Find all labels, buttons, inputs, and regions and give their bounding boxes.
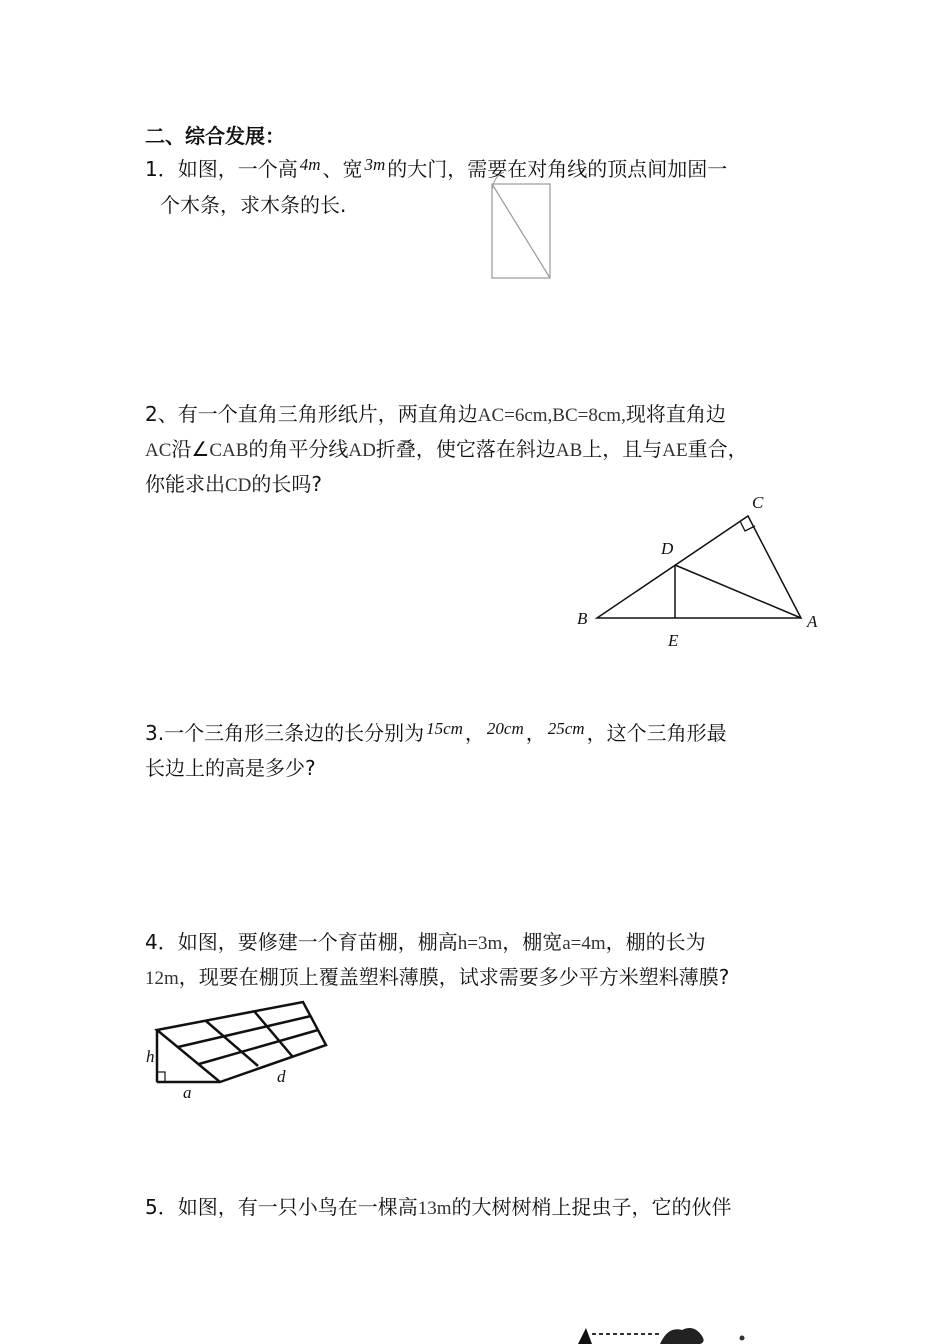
p4-h: h=3m <box>457 933 503 954</box>
p2-sides: AC=6cm,BC=8cm, <box>477 405 626 426</box>
p3-side-2: 20cm <box>486 719 524 738</box>
p5-height: 13m <box>417 1198 452 1219</box>
gate-figure <box>490 172 552 280</box>
roof-outline <box>157 1002 326 1082</box>
gate-diagonal <box>492 184 550 278</box>
label-a-fig: a <box>183 1083 192 1102</box>
p2-text-2: 现将直角边 <box>625 402 726 426</box>
p1-text-2: 、宽 <box>322 157 363 181</box>
problem-1-line-1 <box>145 154 727 186</box>
p2-text-9: 的长吗? <box>251 472 323 496</box>
problem-3-line-1 <box>145 718 727 750</box>
p4-text-1: 4．如图，要修建一个育苗棚，棚高 <box>145 930 458 954</box>
problem-1-line-2: 个木条，求木条的长. <box>160 193 347 217</box>
segment-da <box>675 565 801 618</box>
label-h: h <box>146 1047 155 1066</box>
p2-text-8: 你能求出 <box>145 472 225 496</box>
p2-text-5: 折叠，使它落在斜边 <box>375 437 556 461</box>
triangle-figure <box>570 488 830 658</box>
p2-cab: CAB <box>209 440 249 461</box>
p3-side-1: 15cm <box>426 719 463 738</box>
roof-line-2 <box>199 1030 318 1064</box>
bird-shape <box>578 1328 592 1344</box>
p4-a: a=4m <box>562 933 606 954</box>
tree-crown <box>660 1328 704 1344</box>
p1-text-3: 的大门，需要在对角线的顶点间加固一 <box>387 157 728 181</box>
label-d-fig: d <box>277 1067 286 1086</box>
greenhouse-figure <box>140 996 340 1102</box>
label-a: A <box>807 612 818 631</box>
p4-length: 12m <box>145 968 179 989</box>
tree-figure-partial <box>570 1322 750 1344</box>
triangle-abc <box>597 516 801 618</box>
problem-2-line-3 <box>145 469 322 501</box>
p2-ad: AD <box>348 440 376 461</box>
p5-text-2: 的大树树梢上捉虫子，它的伙伴 <box>451 1195 732 1219</box>
p4-text-4: ，现要在棚顶上覆盖塑料薄膜，试求需要多少平方米塑料薄膜? <box>178 965 730 989</box>
problem-2-line-2 <box>145 434 748 466</box>
problem-2-line-1 <box>145 399 726 431</box>
p1-height: 4m <box>299 155 321 174</box>
p2-text-3: 沿∠ <box>171 437 210 461</box>
p5-text-1: 5．如图，有一只小鸟在一棵高 <box>145 1195 418 1219</box>
p2-ab: AB <box>555 440 583 461</box>
leaf-dot <box>740 1336 745 1341</box>
label-d: D <box>661 539 674 558</box>
label-c: C <box>752 493 764 512</box>
p2-ac: AC <box>145 440 172 461</box>
p3-text-1: 3.一个三角形三条边的长分别为 <box>145 721 425 745</box>
problem-5-line-1 <box>145 1192 732 1224</box>
p2-text-1: 2、有一个直角三角形纸片，两直角边 <box>145 402 478 426</box>
p3-side-3: 25cm <box>547 719 585 738</box>
p2-ae: AE <box>662 440 688 461</box>
roof-line-1 <box>178 1016 311 1047</box>
problem-3-line-2: 长边上的高是多少? <box>145 756 316 780</box>
p3-sep-1: ， <box>464 721 485 745</box>
problem-4-line-2 <box>145 962 729 994</box>
p4-text-3: ，棚的长为 <box>605 930 706 954</box>
p1-width: 3m <box>364 155 386 174</box>
label-e: E <box>668 631 679 650</box>
roof-cross-2 <box>254 1011 292 1056</box>
p2-text-7: 重合， <box>687 437 748 461</box>
problem-4-line-1 <box>145 927 706 959</box>
p4-text-2: ，棚宽 <box>502 930 563 954</box>
p3-sep-2: ， <box>525 721 546 745</box>
section-heading: 二、综合发展： <box>145 124 285 148</box>
p2-text-6: 上，且与 <box>582 437 663 461</box>
p3-text-2: ，这个三角形最 <box>586 721 727 745</box>
label-b: B <box>577 609 588 628</box>
p2-text-4: 的角平分线 <box>248 437 349 461</box>
p2-cd: CD <box>225 475 252 496</box>
p1-text-1: 1．如图，一个高 <box>145 157 298 181</box>
